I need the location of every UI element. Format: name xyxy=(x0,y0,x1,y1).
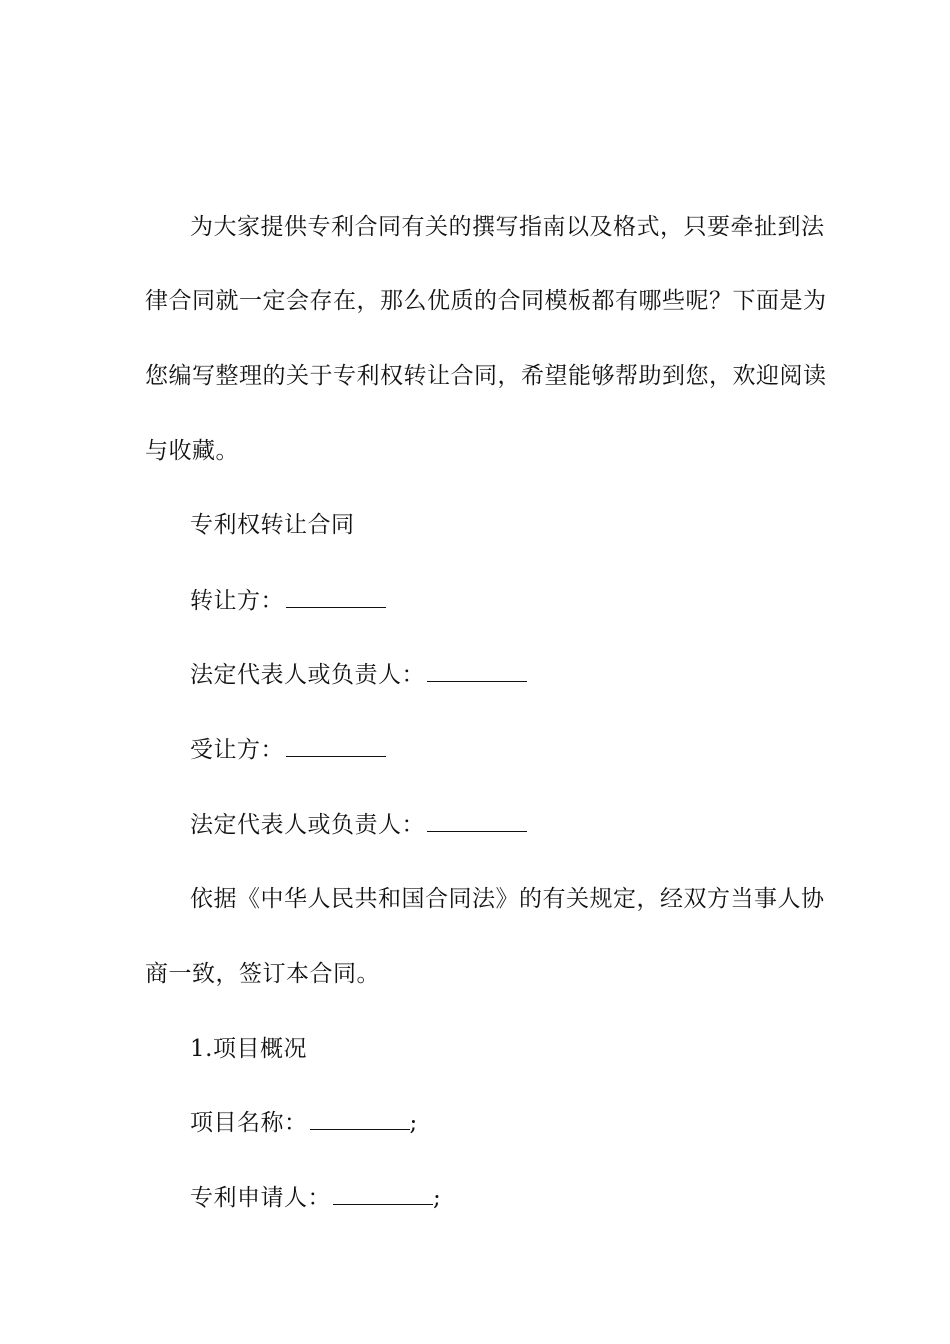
transferee-rep-field xyxy=(190,810,850,840)
section-1-title: 1.项目概况 xyxy=(190,1036,307,1062)
transferee-field xyxy=(190,735,850,765)
basis-line-1: 依据《中华人民共和国合同法》的有关规定，经双方当事人协 xyxy=(190,886,825,912)
intro-line-4: 与收藏。 xyxy=(145,438,239,464)
project-name-suffix: ; xyxy=(409,1110,418,1136)
intro-line-3: 您编写整理的关于专利权转让合同，希望能够帮助到您，欢迎阅读 xyxy=(145,363,827,389)
transferor-rep-field xyxy=(190,660,850,690)
project-name-blank xyxy=(310,1109,410,1130)
transferor-label: 转让方： xyxy=(190,588,284,614)
applicant-suffix: ; xyxy=(433,1185,442,1211)
project-name-label: 项目名称： xyxy=(190,1110,308,1136)
intro-line-2: 律合同就一定会存在，那么优质的合同模板都有哪些呢？下面是为 xyxy=(145,288,827,314)
applicant-field xyxy=(190,1183,850,1213)
applicant-blank xyxy=(333,1184,433,1205)
project-name-field xyxy=(190,1108,850,1138)
transferee-rep-label: 法定代表人或负责人： xyxy=(190,812,425,838)
transferor-rep-label: 法定代表人或负责人： xyxy=(190,662,425,688)
basis-line-2: 商一致，签订本合同。 xyxy=(145,961,380,987)
transferee-label: 受让方： xyxy=(190,737,284,763)
transferor-rep-blank xyxy=(427,661,527,682)
transferor-blank xyxy=(286,587,386,608)
intro-line-1: 为大家提供专利合同有关的撰写指南以及格式，只要牵扯到法 xyxy=(190,214,825,240)
applicant-label: 专利申请人： xyxy=(190,1185,331,1211)
transferee-blank xyxy=(286,736,386,757)
transferee-rep-blank xyxy=(427,811,527,832)
contract-title: 专利权转让合同 xyxy=(190,512,355,538)
transferor-field xyxy=(190,586,850,616)
